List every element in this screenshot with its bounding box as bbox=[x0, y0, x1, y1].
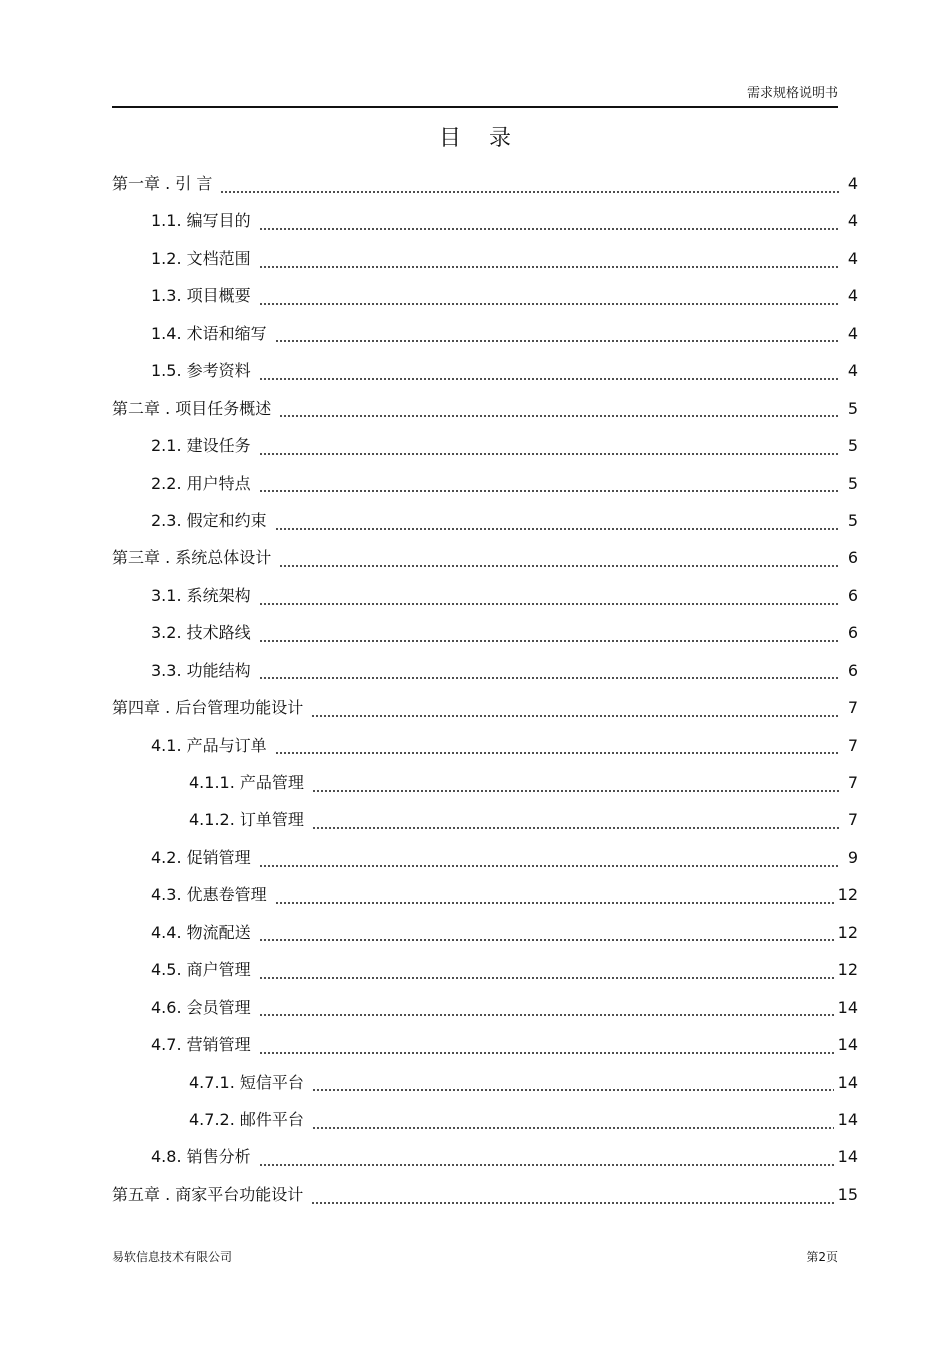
toc-dot-leader bbox=[275, 519, 840, 531]
toc-entry[interactable] bbox=[112, 951, 858, 988]
toc-entry-label: 2.3. 假定和约束 bbox=[151, 510, 267, 530]
toc-entry[interactable] bbox=[112, 202, 858, 239]
toc-entry-label: 1.2. 文档范围 bbox=[151, 248, 251, 268]
toc-entry-page: 7 bbox=[847, 735, 858, 755]
toc-entry[interactable] bbox=[112, 165, 858, 202]
toc-entry-label: 4.8. 销售分析 bbox=[151, 1147, 251, 1167]
toc-dot-leader bbox=[275, 893, 834, 905]
toc-dot-leader bbox=[311, 706, 840, 718]
toc-dot-leader bbox=[279, 406, 840, 418]
toc-entry[interactable] bbox=[112, 539, 858, 576]
toc-entry-label: 2.1. 建设任务 bbox=[151, 436, 251, 456]
toc-entry-page: 5 bbox=[847, 398, 858, 418]
toc-entry[interactable] bbox=[112, 240, 858, 277]
toc-dot-leader bbox=[311, 1193, 833, 1205]
toc-entry-label: 第五章 . 商家平台功能设计 bbox=[112, 1184, 304, 1204]
toc-entry-page: 14 bbox=[837, 1109, 858, 1129]
toc-entry[interactable] bbox=[112, 727, 858, 764]
toc-entry-page: 12 bbox=[837, 885, 858, 905]
toc-entry[interactable] bbox=[112, 801, 858, 838]
footer-page-number: 第2页 bbox=[806, 1250, 838, 1264]
toc-entry-page: 7 bbox=[847, 810, 858, 830]
toc-entry[interactable] bbox=[112, 689, 858, 726]
toc-entry-page: 14 bbox=[837, 1035, 858, 1055]
toc-entry[interactable] bbox=[112, 1176, 858, 1213]
toc-entry[interactable] bbox=[112, 277, 858, 314]
toc-entry-label: 4.3. 优惠卷管理 bbox=[151, 885, 267, 905]
toc-dot-leader bbox=[312, 1080, 834, 1092]
toc-entry-label: 3.1. 系统架构 bbox=[151, 585, 251, 605]
toc-dot-leader bbox=[259, 1155, 834, 1167]
footer-company-name: 易软信息技术有限公司 bbox=[112, 1250, 233, 1264]
toc-dot-leader bbox=[259, 294, 840, 306]
toc-entry[interactable] bbox=[112, 1026, 858, 1063]
toc-entry-page: 7 bbox=[847, 698, 858, 718]
toc-entry-page: 6 bbox=[847, 548, 858, 568]
toc-entry-page: 4 bbox=[847, 286, 858, 306]
toc-entry-page: 6 bbox=[847, 585, 858, 605]
toc-dot-leader bbox=[275, 743, 840, 755]
toc-entry-label: 4.5. 商户管理 bbox=[151, 960, 251, 980]
toc-entry[interactable] bbox=[112, 352, 858, 389]
toc-dot-leader bbox=[259, 594, 840, 606]
toc-entry-page: 4 bbox=[847, 248, 858, 268]
toc-entry-page: 15 bbox=[837, 1184, 858, 1204]
toc-entry[interactable] bbox=[112, 614, 858, 651]
toc-dot-leader bbox=[275, 331, 840, 343]
toc-entry-label: 1.3. 项目概要 bbox=[151, 286, 251, 306]
toc-entry-page: 12 bbox=[837, 922, 858, 942]
toc-entry-page: 4 bbox=[847, 211, 858, 231]
toc-entry-page: 5 bbox=[847, 473, 858, 493]
toc-entry-label: 4.6. 会员管理 bbox=[151, 997, 251, 1017]
toc-entry-label: 第一章 . 引 言 bbox=[112, 174, 213, 193]
toc-dot-leader bbox=[259, 631, 840, 643]
toc-entry[interactable] bbox=[112, 989, 858, 1026]
toc-entry-label: 4.7.2. 邮件平台 bbox=[189, 1109, 304, 1129]
toc-entry-page: 6 bbox=[847, 623, 858, 643]
toc-entry[interactable] bbox=[112, 465, 858, 502]
toc-entry-label: 第二章 . 项目任务概述 bbox=[112, 398, 272, 418]
toc-entry-label: 4.1. 产品与订单 bbox=[151, 735, 267, 755]
toc-entry-page: 14 bbox=[837, 997, 858, 1017]
toc-entry-label: 第三章 . 系统总体设计 bbox=[112, 548, 272, 568]
toc-entry-label: 4.7. 营销管理 bbox=[151, 1035, 251, 1055]
toc-entry-page: 4 bbox=[847, 323, 858, 343]
toc-title: 目录 bbox=[438, 126, 539, 151]
toc-entry-page: 7 bbox=[847, 773, 858, 792]
toc-dot-leader bbox=[312, 818, 840, 830]
toc-entry-page: 5 bbox=[847, 436, 858, 456]
toc-dot-leader bbox=[259, 219, 840, 231]
toc-entry[interactable] bbox=[112, 390, 858, 427]
toc-dot-leader bbox=[259, 481, 840, 493]
toc-dot-leader bbox=[259, 968, 834, 980]
toc-entry-label: 4.1.2. 订单管理 bbox=[189, 810, 304, 830]
toc-dot-leader bbox=[259, 930, 834, 942]
toc-entry-label: 3.2. 技术路线 bbox=[151, 623, 251, 643]
toc-dot-leader bbox=[220, 182, 840, 194]
toc-entry-page: 5 bbox=[847, 510, 858, 530]
toc-entry-label: 4.2. 促销管理 bbox=[151, 847, 251, 867]
toc-entry-page: 14 bbox=[837, 1147, 858, 1167]
toc-entry-label: 1.5. 参考资料 bbox=[151, 361, 251, 381]
toc-entry[interactable] bbox=[112, 577, 858, 614]
toc-entry-label: 3.3. 功能结构 bbox=[151, 660, 251, 680]
toc-entry-label: 4.7.1. 短信平台 bbox=[189, 1072, 304, 1092]
toc-entry-label: 1.1. 编写目的 bbox=[151, 211, 251, 231]
toc-entry[interactable] bbox=[112, 502, 858, 539]
toc-dot-leader bbox=[259, 1005, 834, 1017]
toc-entry-label: 4.4. 物流配送 bbox=[151, 922, 251, 942]
toc-dot-leader bbox=[312, 1118, 834, 1130]
toc-entry-label: 4.1.1. 产品管理 bbox=[189, 773, 304, 792]
table-of-contents bbox=[112, 165, 858, 1213]
toc-entry-page: 9 bbox=[847, 847, 858, 867]
toc-entry[interactable] bbox=[112, 427, 858, 464]
toc-entry[interactable] bbox=[112, 1101, 858, 1138]
header-document-title: 需求规格说明书 bbox=[746, 86, 838, 101]
toc-entry[interactable] bbox=[112, 315, 858, 352]
toc-dot-leader bbox=[279, 556, 840, 568]
toc-entry[interactable] bbox=[112, 652, 858, 689]
toc-entry-label: 2.2. 用户特点 bbox=[151, 473, 251, 493]
toc-dot-leader bbox=[312, 781, 840, 793]
toc-entry-page: 12 bbox=[837, 960, 858, 980]
toc-entry-page: 4 bbox=[847, 361, 858, 381]
toc-dot-leader bbox=[259, 668, 840, 680]
toc-entry[interactable] bbox=[112, 914, 858, 951]
toc-entry[interactable] bbox=[112, 764, 858, 801]
toc-dot-leader bbox=[259, 369, 840, 381]
toc-entry[interactable] bbox=[112, 1064, 858, 1101]
toc-entry-page: 4 bbox=[847, 174, 858, 193]
toc-entry-page: 14 bbox=[837, 1072, 858, 1092]
toc-dot-leader bbox=[259, 257, 840, 269]
toc-entry[interactable] bbox=[112, 839, 858, 876]
toc-dot-leader bbox=[259, 1043, 834, 1055]
header-rule bbox=[112, 106, 838, 108]
toc-dot-leader bbox=[259, 856, 840, 868]
toc-dot-leader bbox=[259, 444, 840, 456]
toc-entry[interactable] bbox=[112, 1138, 858, 1175]
toc-entry-label: 第四章 . 后台管理功能设计 bbox=[112, 698, 304, 718]
toc-entry-page: 6 bbox=[847, 660, 858, 680]
toc-entry[interactable] bbox=[112, 876, 858, 913]
toc-entry-label: 1.4. 术语和缩写 bbox=[151, 323, 267, 343]
